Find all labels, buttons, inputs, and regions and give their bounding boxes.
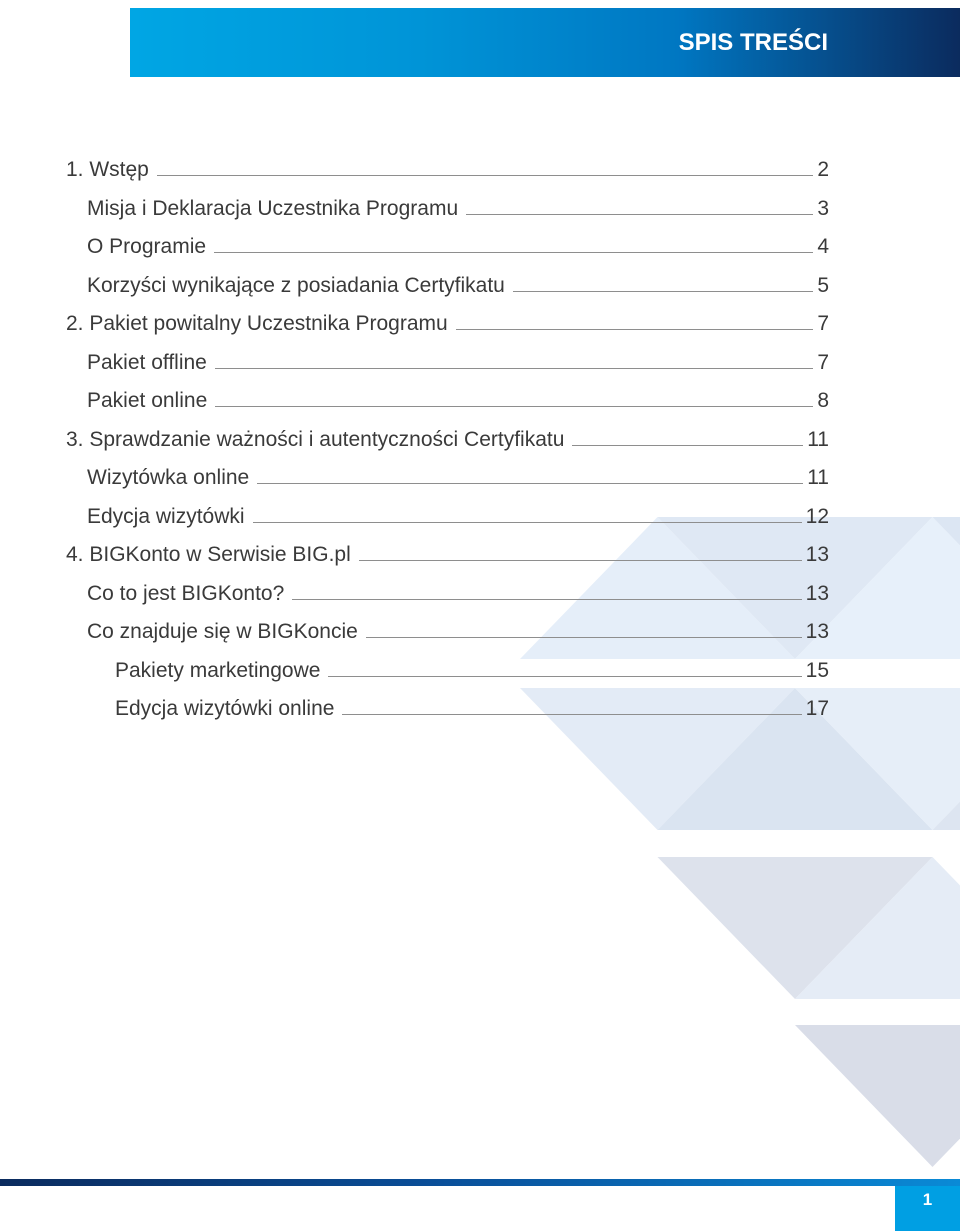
toc-entry-page-number: 8 [817,389,829,412]
toc-entry-page-number: 13 [805,581,829,605]
toc-leader-line [257,483,803,484]
toc-subsection-entry[interactable] [0,190,829,229]
toc-entry-title: Edycja wizytówki online [115,697,335,720]
toc-subsubsection-entry[interactable] [0,652,829,691]
footer-bar [0,1179,960,1186]
toc-leader-line [456,329,814,330]
toc-entry-page-number: 11 [807,466,829,489]
toc-leader-line [342,714,801,715]
toc-subsubsection-entry[interactable] [0,690,829,729]
toc-subsection-entry[interactable] [0,344,829,383]
toc-entry-title: Wizytówka online [87,466,250,489]
background-triangle [795,1025,960,1167]
toc-subsection-entry[interactable] [0,267,829,306]
toc-leader-line [215,368,813,369]
toc-leader-line [292,599,801,600]
toc-entry-page-number: 11 [807,427,829,451]
toc-entry-title: 3. Sprawdzanie ważności i autentyczności Certyfikatu [66,427,565,451]
toc-section-entry[interactable] [0,151,829,190]
toc-leader-line [328,676,801,677]
toc-entry-page-number: 7 [817,350,829,374]
toc-entry-page-number: 2 [817,158,829,181]
toc-entry-page-number: 3 [817,196,829,220]
toc-entry-page-number: 17 [805,697,829,720]
toc-leader-line [572,445,803,446]
toc-subsection-entry[interactable] [0,498,829,537]
toc-entry-title: O Programie [87,235,207,258]
toc-entry-title: Misja i Deklaracja Uczestnika Programu [87,196,459,220]
page-title: SPIS TREŚCI [678,29,828,56]
toc-leader-line [215,406,813,407]
toc-subsection-entry[interactable] [0,613,829,652]
toc-entry-title: Pakiet online [87,389,208,412]
page-number-badge [895,1186,960,1231]
toc-section-entry[interactable] [0,305,829,344]
toc-entry-title: Korzyści wynikające z posiadania Certyfikatu [87,273,505,297]
toc-section-entry[interactable] [0,536,829,575]
toc-leader-line [359,560,802,561]
toc-entry-page-number: 15 [805,658,829,682]
toc-leader-line [466,214,813,215]
toc-entry-title: 4. BIGKonto w Serwisie BIG.pl [66,543,351,566]
toc-leader-line [253,522,802,523]
toc-entry-page-number: 5 [817,273,829,297]
toc-leader-line [214,252,813,253]
toc-entry-page-number: 13 [805,620,829,643]
toc-entry-title: 1. Wstęp [66,158,149,181]
toc-entry-page-number: 4 [817,235,829,258]
toc-leader-line [157,175,813,176]
table-of-contents [0,151,829,729]
toc-subsection-entry[interactable] [0,459,829,498]
toc-subsection-entry[interactable] [0,382,829,421]
toc-section-entry[interactable] [0,421,829,460]
toc-entry-page-number: 7 [817,312,829,335]
toc-entry-title: Co to jest BIGKonto? [87,581,285,605]
toc-entry-title: Pakiety marketingowe [115,658,321,682]
toc-subsection-entry[interactable] [0,575,829,614]
toc-subsection-entry[interactable] [0,228,829,267]
toc-leader-line [366,637,802,638]
header-band [130,8,960,77]
toc-entry-title: Edycja wizytówki [87,504,245,528]
toc-entry-title: 2. Pakiet powitalny Uczestnika Programu [66,312,448,335]
toc-entry-title: Pakiet offline [87,350,207,374]
toc-entry-page-number: 12 [805,504,829,528]
toc-entry-page-number: 13 [805,543,829,566]
toc-entry-title: Co znajduje się w BIGKoncie [87,620,358,643]
toc-leader-line [513,291,813,292]
page-number: 1 [922,1190,933,1209]
